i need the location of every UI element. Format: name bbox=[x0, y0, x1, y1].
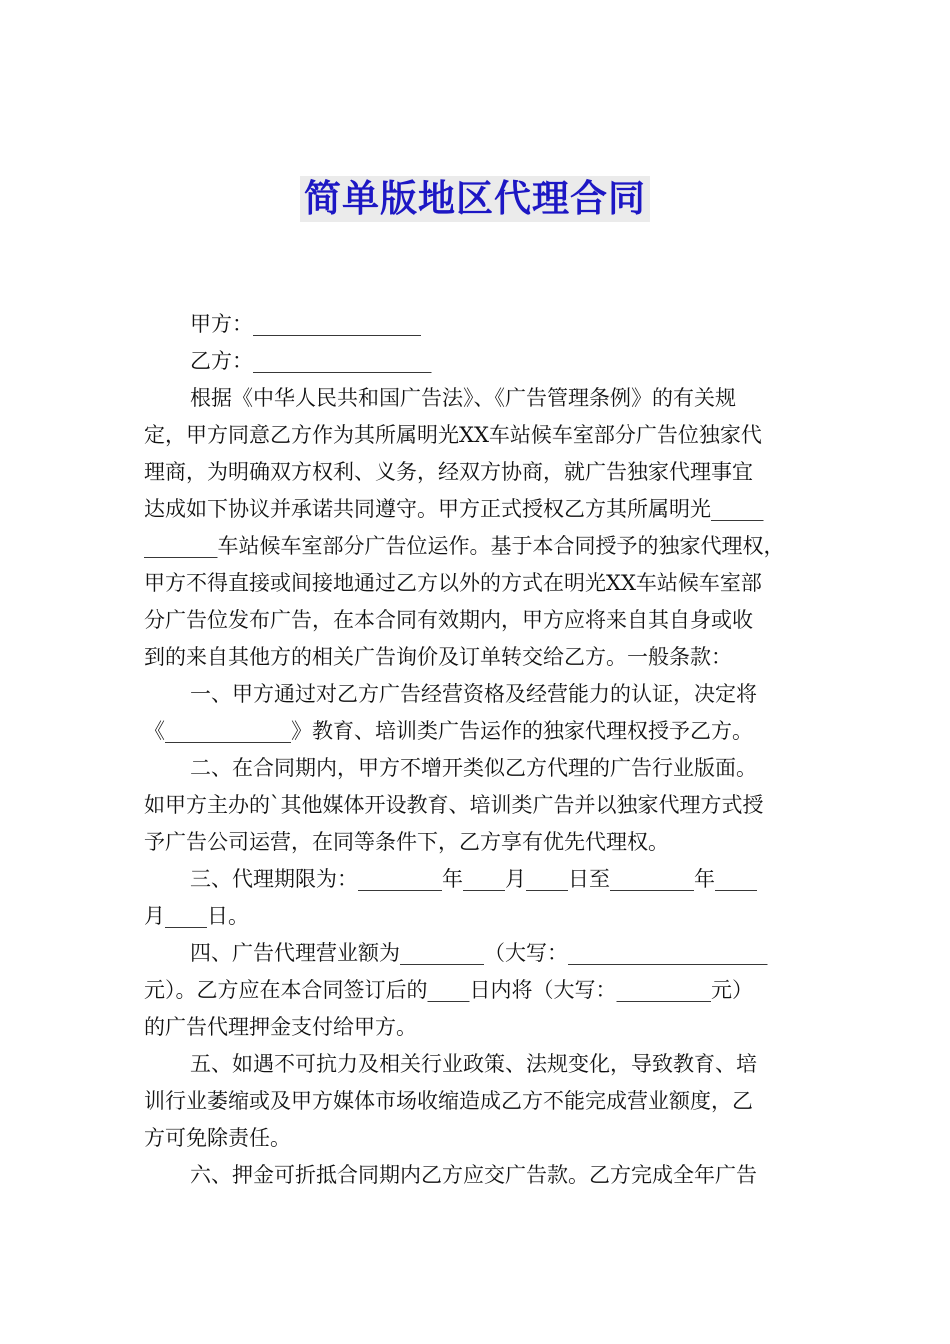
clause-1-line: 《____________》教育、培训类广告运作的独家代理权授予乙方。 bbox=[144, 719, 753, 743]
clause-5-line: 方可免除责任。 bbox=[144, 1126, 291, 1150]
clause-2-line: 二、在合同期内，甲方不增开类似乙方代理的广告行业版面。 bbox=[190, 756, 757, 780]
contract-body bbox=[144, 306, 808, 1194]
clause-5-line: 训行业萎缩或及甲方媒体市场收缩造成乙方不能完成营业额度，乙 bbox=[144, 1089, 753, 1113]
clause-6-line: 六、押金可折抵合同期内乙方应交广告款。乙方完成全年广告 bbox=[190, 1163, 757, 1187]
clause-1-line: 一、甲方通过对乙方广告经营资格及经营能力的认证，决定将 bbox=[190, 682, 757, 706]
title-block bbox=[0, 176, 950, 222]
preamble-line: 根据《中华人民共和国广告法》、《广告管理条例》的有关规 bbox=[190, 386, 736, 410]
preamble-line: _______车站候车室部分广告位运作。基于本合同授予的独家代理权， bbox=[144, 534, 785, 558]
clause-3-line: 月____日。 bbox=[144, 904, 249, 928]
preamble-line: 甲方不得直接或间接地通过乙方以外的方式在明光XX车站候车室部 bbox=[144, 571, 762, 595]
preamble-line: 理商，为明确双方权利、义务，经双方协商，就广告独家代理事宜 bbox=[144, 460, 753, 484]
clause-3-line: 三、代理期限为：________年____月____日至________年____ bbox=[190, 867, 757, 891]
clause-5-line: 五、如遇不可抗力及相关行业政策、法规变化，导致教育、培 bbox=[190, 1052, 757, 1076]
document-title: 简单版地区代理合同 bbox=[300, 176, 650, 222]
preamble-line: 到的来自其他方的相关广告询价及订单转交给乙方。一般条款： bbox=[144, 645, 732, 669]
clause-4-line: 四、广告代理营业额为________（大写：___________________ bbox=[190, 941, 768, 965]
clause-4-line: 的广告代理押金支付给甲方。 bbox=[144, 1015, 417, 1039]
preamble-line: 定，甲方同意乙方作为其所属明光XX车站候车室部分广告位独家代 bbox=[144, 423, 762, 447]
preamble-line: 达成如下协议并承诺共同遵守。甲方正式授权乙方其所属明光_____ bbox=[144, 497, 764, 521]
clause-2-line: 予广告公司运营，在同等条件下，乙方享有优先代理权。 bbox=[144, 830, 669, 854]
clause-4-line: 元）。乙方应在本合同签订后的____日内将（大写：_________元） bbox=[144, 978, 753, 1002]
party-a-line: 甲方：________________ bbox=[190, 312, 421, 336]
preamble-line: 分广告位发布广告，在本合同有效期内，甲方应将来自其自身或收 bbox=[144, 608, 753, 632]
party-b-line: 乙方：_________________ bbox=[190, 349, 432, 373]
clause-2-line: 如甲方主办的`其他媒体开设教育、培训类广告并以独家代理方式授 bbox=[144, 793, 764, 817]
